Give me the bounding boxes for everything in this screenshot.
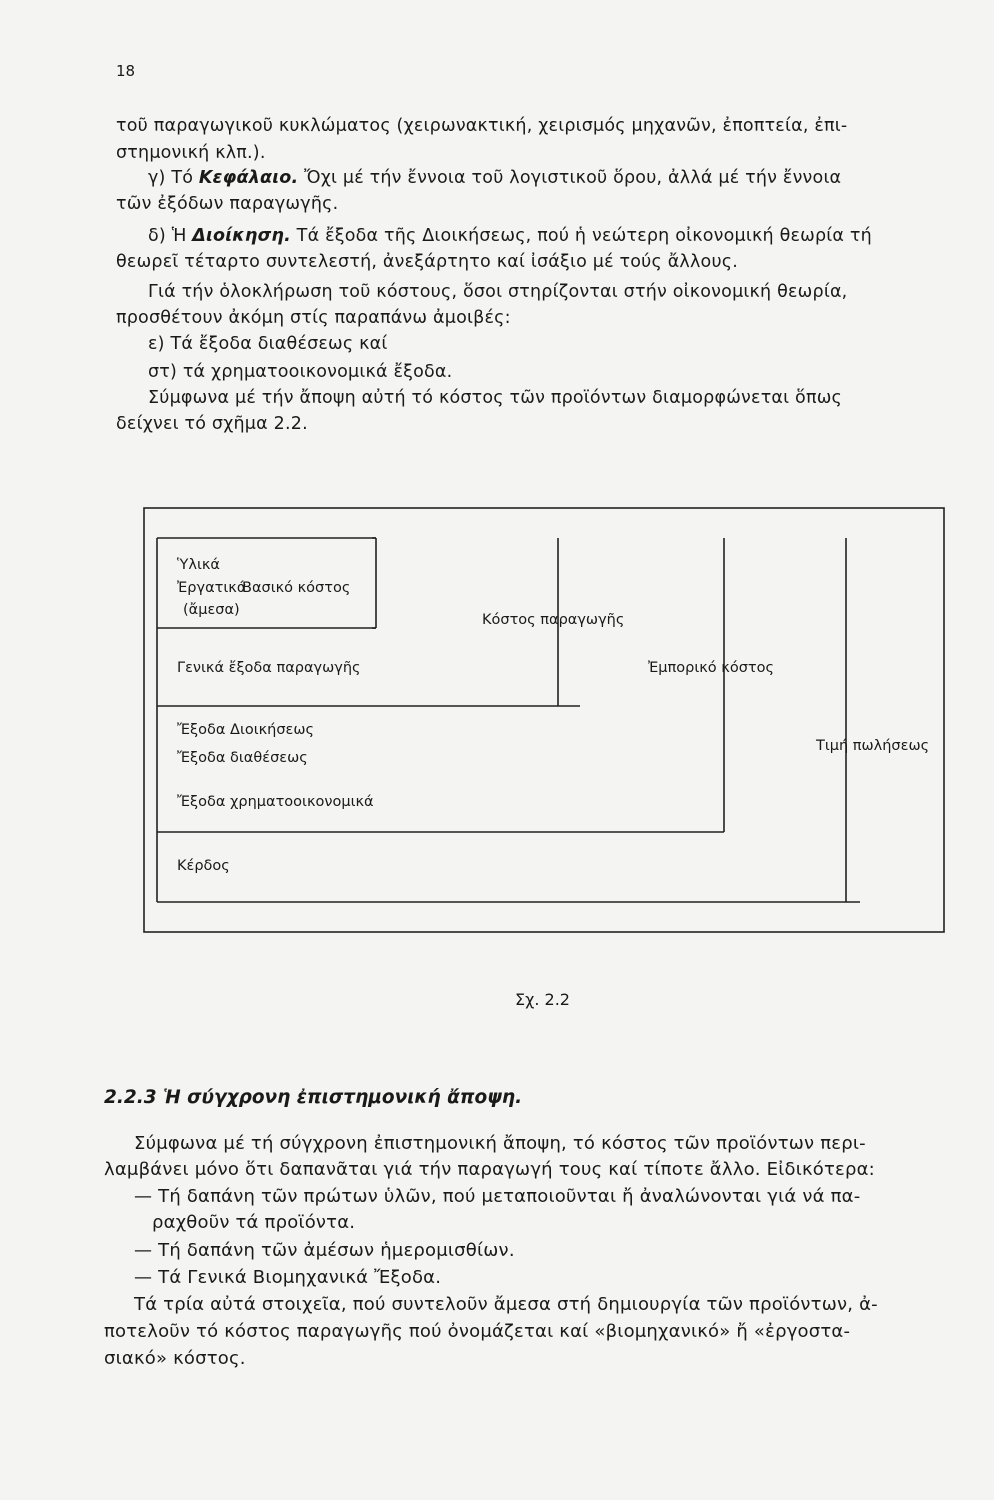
list-item: — Τά Γενικά Βιομηχανικά Ἔξοδα.: [134, 1267, 442, 1288]
paragraph-line: στ) τά χρηματοοικονομικά ἔξοδα.: [148, 362, 453, 382]
paragraph-line: ε) Τά ἔξοδα διαθέσεως καί: [148, 334, 388, 354]
paragraph-line: Σύμφωνα μέ τήν ἄποψη αὐτή τό κόστος τῶν προϊόντων διαμορφώνεται ὅπως: [148, 388, 843, 408]
paragraph-line: ποτελοῦν τό κόστος παραγωγῆς πού ὀνομάζεται καί «βιομηχανικό» ἤ «ἐργοστα-: [104, 1321, 851, 1342]
paragraph-line: σιακό» κόστος.: [104, 1348, 246, 1369]
paragraph-line: Γιά τήν ὁλοκλήρωση τοῦ κόστους, ὅσοι στηρίζονται στήν οἰκονομική θεωρία,: [148, 282, 848, 302]
paragraph-line: Σύμφωνα μέ τή σύγχρονη ἐπιστημονική ἄποψη, τό κόστος τῶν προϊόντων περι-: [134, 1133, 866, 1154]
list-item-cont: ραχθοῦν τά προϊόντα.: [152, 1212, 356, 1233]
text-run: γ) Τό: [148, 168, 199, 188]
diagram-frame: [144, 508, 944, 932]
paragraph-line: θεωρεῖ τέταρτο συντελεστή, ἀνεξάρτητο καί ἰσάξιο μέ τούς ἄλλους.: [116, 252, 739, 272]
term-dioikisi: Διοίκηση.: [192, 226, 291, 246]
label-ergatiká: Ἐργατικά: [177, 580, 247, 596]
label-yliká: Ὑλικά: [177, 557, 220, 573]
list-item: — Τή δαπάνη τῶν πρώτων ὑλῶν, πού μεταποιοῦνται ἤ ἀναλώνονται γιά νά πα-: [134, 1186, 861, 1207]
page-number: 18: [116, 62, 136, 80]
text-run: δ) Ἡ: [148, 226, 193, 246]
paragraph-line: τοῦ παραγωγικοῦ κυκλώματος (χειρωνακτική, χειρισμός μηχανῶν, ἐποπτεία, ἐπι-: [116, 116, 848, 136]
label-ámesa: (ἄμεσα): [183, 602, 240, 618]
text-run: Τά ἔξοδα τῆς Διοικήσεως, πού ἡ νεώτερη οἰκονομική θεωρία τή: [290, 226, 872, 246]
label-basic-cost: Βασικό κόστος: [242, 580, 351, 596]
figure-caption: Σχ. 2.2: [515, 990, 570, 1009]
paragraph-line: στημονική κλπ.).: [116, 143, 266, 163]
label-admin-expenses: Ἔξοδα Διοικήσεως: [177, 722, 315, 738]
label-distribution-expenses: Ἔξοδα διαθέσεως: [177, 750, 308, 766]
label-commercial-cost: Ἐμπορικό κόστος: [648, 660, 774, 676]
section-heading: 2.2.3 Ἡ σύγχρονη ἐπιστημονική ἄποψη.: [104, 1087, 523, 1108]
label-financial-expenses: Ἔξοδα χρηματοοικονομικά: [177, 794, 374, 810]
term-kefalaio: Κεφάλαιο.: [198, 168, 299, 188]
paragraph-line: λαμβάνει μόνο ὅτι δαπανᾶται γιά τήν παραγωγή τους καί τίποτε ἄλλο. Εἰδικότερα:: [104, 1159, 875, 1180]
list-item: — Τή δαπάνη τῶν ἀμέσων ἡμερομισθίων.: [134, 1240, 515, 1261]
paragraph-line: Τά τρία αὐτά στοιχεῖα, πού συντελοῦν ἄμεσα στή δημιουργία τῶν προϊόντων, ἀ-: [134, 1294, 878, 1315]
label-profit: Κέρδος: [177, 858, 230, 874]
text-run: Ὄχι μέ τήν ἔννοια τοῦ λογιστικοῦ ὅρου, ἀλλά μέ τήν ἔννοια: [298, 168, 842, 188]
paragraph-line: τῶν ἐξόδων παραγωγῆς.: [116, 194, 339, 214]
label-sale-price: Τιμή πωλήσεως: [816, 738, 930, 754]
paragraph-line: προσθέτουν ἀκόμη στίς παραπάνω ἀμοιβές:: [116, 308, 511, 328]
label-general-expenses: Γενικά ἔξοδα παραγωγῆς: [177, 660, 361, 676]
label-production-cost: Κόστος παραγωγῆς: [482, 612, 625, 628]
paragraph-line: δείχνει τό σχῆμα 2.2.: [116, 414, 308, 434]
